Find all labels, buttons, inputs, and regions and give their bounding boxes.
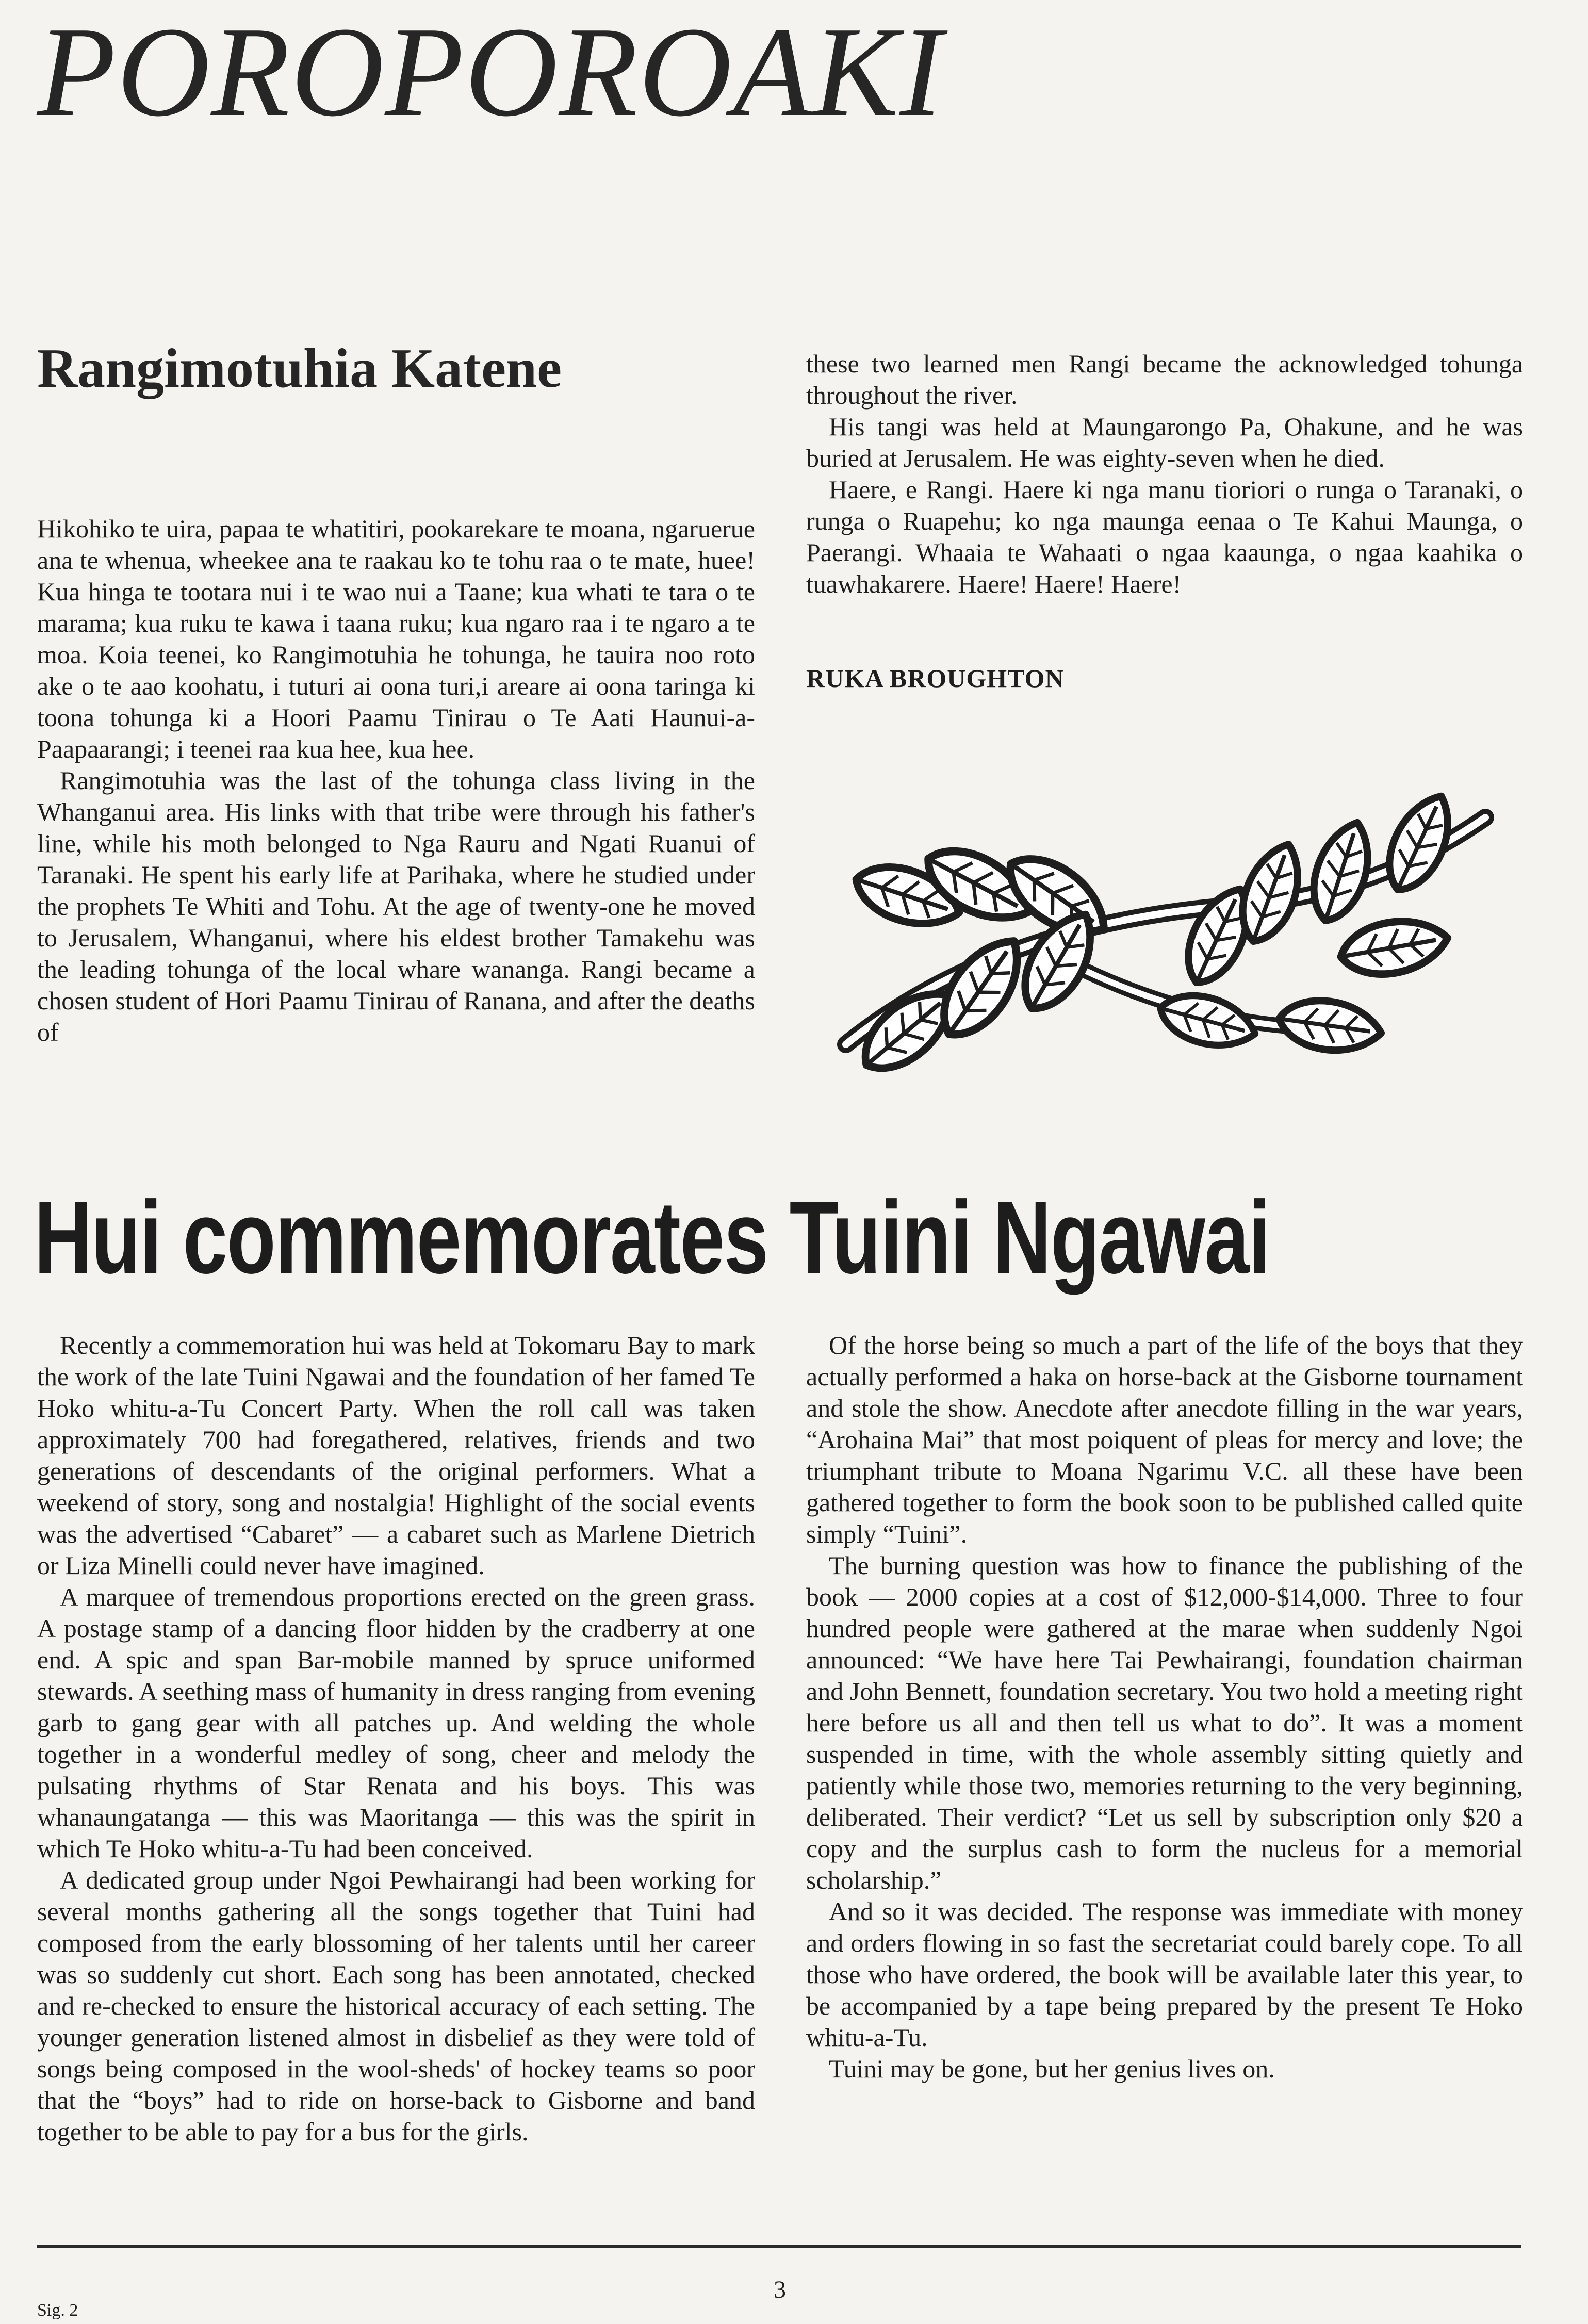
footer-rule [37, 2245, 1521, 2248]
leaf-branch-icon [825, 787, 1511, 1106]
article-column-1 [37, 1330, 755, 2148]
obituary-paragraph: His tangi was held at Maungarongo Pa, Ohakune, and he was buried at Jerusalem. He was eighty-seven when he died. [806, 412, 1523, 472]
section-title: POROPOROAKI [37, 1, 944, 143]
article-paragraph: The burning question was how to finance the publishing of the book — 2000 copies at a cost of $12,000-$14,000. Three to four hundred people were gathered at the marae when suddenly Ngoi announced: “We have here Tai Pewhairangi, foundation chairman and John Bennett, foundation secretary. You two hold a meeting right here before us all and then tell us what to do”. It was a moment suspended in time, with the whole assembly sitting quietly and patiently while those two, memories returning to the very beginning, deliberated. Their verdict? “Let us sell by subscription only $20 a copy and the surplus cash to form the nucleus for a memorial scholarship.” [806, 1551, 1523, 1894]
signature-mark: Sig. 2 [37, 2301, 78, 2320]
obituary-column-1 [37, 513, 755, 1048]
article-headline: Hui commemorates Tuini Ngawai [34, 1180, 1270, 1295]
obituary-paragraph: Hikohiko te uira, papaa te whatitiri, pookarekare te moana, ngaruerue ana te whenua, wheekee ana te raakau ko te tohu raa o te mate, huee! Kua hinga te tootara nui i te wao nui a Taane; kua whati te tara o te marama; kua ruku te kawa i taana ruku; kua ngaro raa i te ngaro a te moa. Koia teenei, ko Rangimotuhia he tohunga, he tauira noo roto ake o te aao koohatu, i tuturi ai oona turi,i areare ai oona taringa ki toona tohunga ki a Hoori Paamu Tinirau o Te Aati Haunui-a-Paapaarangi; i teenei raa kua hee, kua hee. [37, 514, 755, 763]
article-paragraph: Tuini may be gone, but her genius lives on. [829, 2054, 1275, 2083]
obituary-column-2 [806, 348, 1523, 600]
obituary-byline: RUKA BROUGHTON [806, 664, 1065, 693]
article-column-2 [806, 1330, 1523, 2085]
obituary-paragraph: these two learned men Rangi became the acknowledged tohunga throughout the river. [806, 349, 1523, 410]
obituary-paragraph: Rangimotuhia was the last of the tohunga class living in the Whanganui area. His links with that tribe were through his father's line, while his moth belonged to Nga Rauru and Ngati Ruanui of Taranaki. He spent his early life at Parihaka, where he studied under the prophets Te Whiti and Tohu. At the age of twenty-one he moved to Jerusalem, Whanganui, where his eldest brother Tamakehu was the leading tohunga of the local whare wananga. Rangi became a chosen student of Hori Paamu Tinirau of Ranana, and after the deaths of [37, 766, 755, 1046]
article-paragraph: Recently a commemoration hui was held at Tokomaru Bay to mark the work of the late Tuini Ngawai and the foundation of her famed Te Hoko whitu-a-Tu Concert Party. When the roll call was taken approximately 700 had foregathered, relatives, friends and two generations of descendants of the original performers. What a weekend of story, song and nostalgia! Highlight of the social events was the advertised “Cabaret” — a cabaret such as Marlene Dietrich or Liza Minelli could never have imagined. [37, 1331, 755, 1580]
obituary-headline: Rangimotuhia Katene [37, 338, 562, 399]
page-number: 3 [774, 2276, 786, 2303]
article-paragraph: Of the horse being so much a part of the life of the boys that they actually performed a haka on horse-back at the Gisborne tournament and stole the show. Anecdote after anecdote filling in the war years, “Arohaina Mai” that most poiquent of pleas for mercy and love; the triumphant tribute to Moana Ngarimu V.C. all these have been gathered together to form the book soon to be published called quite simply “Tuini”. [806, 1331, 1523, 1548]
article-paragraph: A marquee of tremendous proportions erected on the green grass. A postage stamp of a dancing floor hidden by the cradberry at one end. A spic and span Bar-mobile manned by spruce uniformed stewards. A seething mass of humanity in dress ranging from evening garb to gang gear with all patches up. And welding the whole together in a wonderful medley of song, cheer and melody the pulsating rhythms of Star Renata and his boys. This was whanaungatanga — this was Maoritanga — this was the spirit in which Te Hoko whitu-a-Tu had been conceived. [37, 1582, 755, 1863]
article-paragraph: And so it was decided. The response was immediate with money and orders flowing in so fast the secretariat could barely cope. To all those who have ordered, the book will be available later this year, to be accompanied by a tape being prepared by the present Te Hoko whitu-a-Tu. [806, 1897, 1523, 2052]
article-paragraph: A dedicated group under Ngoi Pewhairangi had been working for several months gathering all the songs together that Tuini had composed from the early blossoming of her talents until her career was so suddenly cut short. Each song has been annotated, checked and re-checked to ensure the historical accuracy of each setting. The younger generation listened almost in disbelief as they were told of songs being composed in the wool-sheds' of hockey teams so poor that the “boys” had to ride on horse-back to Gisborne and band together to be able to pay for a bus for the girls. [37, 1865, 755, 2146]
obituary-paragraph: Haere, e Rangi. Haere ki nga manu tioriori o runga o Taranaki, o runga o Ruapehu; ko nga maunga eenaa o Te Kahui Maunga, o Paerangi. Whaaia te Wahaati o ngaa kaaunga, o ngaa kaahika o tuawhakarere. Haere! Haere! Haere! [806, 475, 1523, 598]
